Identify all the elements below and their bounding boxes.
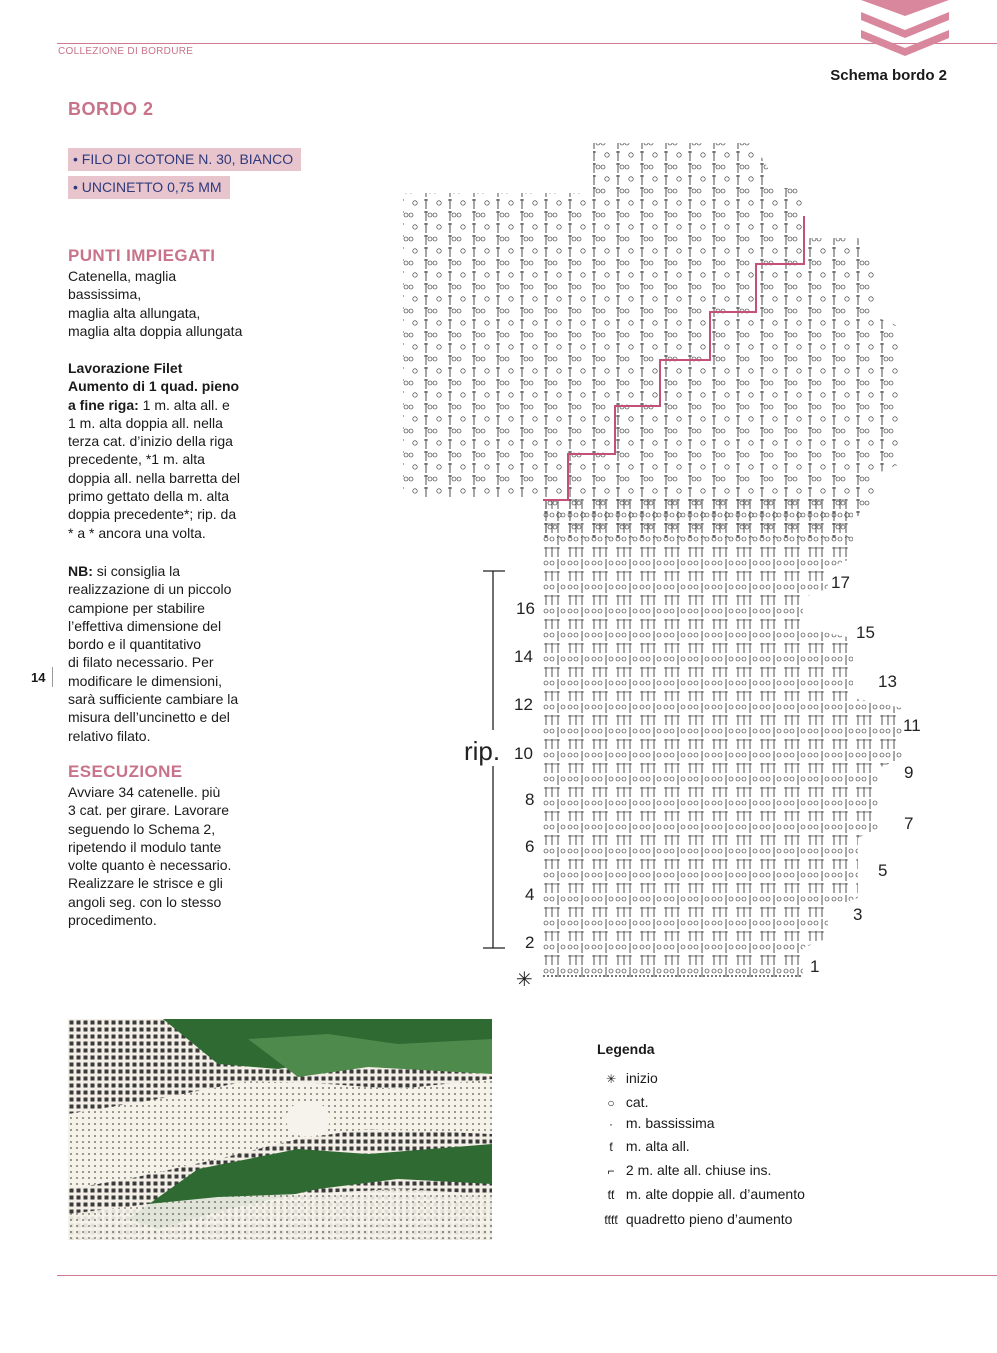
- esecuzione-text: Avviare 34 catenelle. più 3 cat. per girare. Lavorare seguendo lo Schema 2, ripetendo il modulo tante volte quanto è necessario. Realizzare le strisce e gli angoli seg. con lo stesso procedimento.: [68, 784, 232, 929]
- row-number-left: 10: [514, 744, 533, 763]
- legend-item: ⌐ 2 m. alte all. chiuse ins.: [600, 1160, 771, 1180]
- legend-item: ○ cat.: [600, 1092, 648, 1112]
- nb-text: NB: si consiglia la realizzazione di un piccolo campione per stabilire l’effettiva dimensione del bordo e il quantitativo di filato necessario. Per modificare le dimensioni, sarà sufficiente cambiare la misura dell’uncinetto e del relativo filato.: [68, 563, 239, 744]
- legend-title: Legenda: [597, 1041, 655, 1057]
- row-number-left: 16: [516, 599, 535, 618]
- double-treble-icon: ƭƭ: [607, 1188, 615, 1202]
- row-number-right: 11: [903, 716, 921, 735]
- start-symbol: ✳: [516, 967, 533, 991]
- page-number: 14: [31, 670, 46, 685]
- chart-upper-block: [403, 143, 903, 538]
- row-number-left: 6: [525, 837, 535, 856]
- row-number-right: 9: [904, 763, 914, 782]
- row-number-right: 7: [904, 814, 914, 833]
- row-number-right: 5: [878, 861, 888, 880]
- chevron-logo-icon: [861, 0, 949, 62]
- footer-rule: [57, 1275, 997, 1276]
- row-number-left: 8: [525, 790, 535, 809]
- row-number-left: 4: [525, 885, 535, 904]
- treble-icon: ƭ: [609, 1140, 613, 1154]
- header-rule: [57, 43, 997, 44]
- material-yarn: • FILO DI COTONE N. 30, BIANCO: [68, 148, 301, 171]
- chart-lower-block: [543, 498, 903, 978]
- row-number-left: 12: [514, 695, 533, 714]
- row-number-right: 13: [878, 672, 897, 691]
- row-number-left: 14: [514, 647, 533, 666]
- page-number-divider: [52, 667, 53, 687]
- filled-square-icon: ƭƭƭƭ: [604, 1213, 618, 1227]
- chain-icon: ○: [607, 1096, 615, 1110]
- start-icon: ✳: [605, 1072, 617, 1086]
- rep-label: rip.: [464, 736, 501, 766]
- slip-stitch-icon: ·: [609, 1117, 613, 1131]
- legend-item: · m. bassissima: [600, 1113, 715, 1133]
- lace-photo: [68, 1019, 492, 1240]
- row-number-right: 3: [853, 905, 863, 924]
- legend-item: ✳ inizio: [600, 1068, 658, 1088]
- row-number-right: 17: [831, 573, 850, 592]
- filet-text: Lavorazione Filet Aumento di 1 quad. pieno a fine riga: 1 m. alta all. e 1 m. alta doppia all. nella terza cat. d’inizio della riga precedente, *1 m. alta doppia all. nella barretta del primo gettato della m. alta doppia precedente*; rip. da * a * ancora una volta.: [68, 360, 241, 541]
- material-hook: • UNCINETTO 0,75 MM: [68, 176, 230, 199]
- punti-heading: PUNTI IMPIEGATI: [68, 246, 216, 265]
- row-number-left: 2: [525, 933, 535, 952]
- section-label: COLLEZIONE DI BORDURE: [58, 46, 194, 57]
- punti-text: Catenella, maglia bassissima, maglia alta allungata, maglia alta doppia allungata: [68, 268, 243, 339]
- legend-item: ƭƭƭƭ quadretto pieno d’aumento: [600, 1209, 792, 1229]
- crochet-chart: [398, 138, 921, 998]
- schema-title: Schema bordo 2: [830, 67, 947, 84]
- row-number-right: 1: [810, 957, 820, 976]
- legend-item: ƭ m. alta all.: [600, 1136, 690, 1156]
- page-title: BORDO 2: [68, 99, 154, 119]
- legend-item: ƭƭ m. alte doppie all. d’aumento: [600, 1184, 805, 1204]
- row-number-right: 15: [856, 623, 875, 642]
- esecuzione-heading: ESECUZIONE: [68, 762, 183, 781]
- joined-trebles-icon: ⌐: [607, 1164, 615, 1178]
